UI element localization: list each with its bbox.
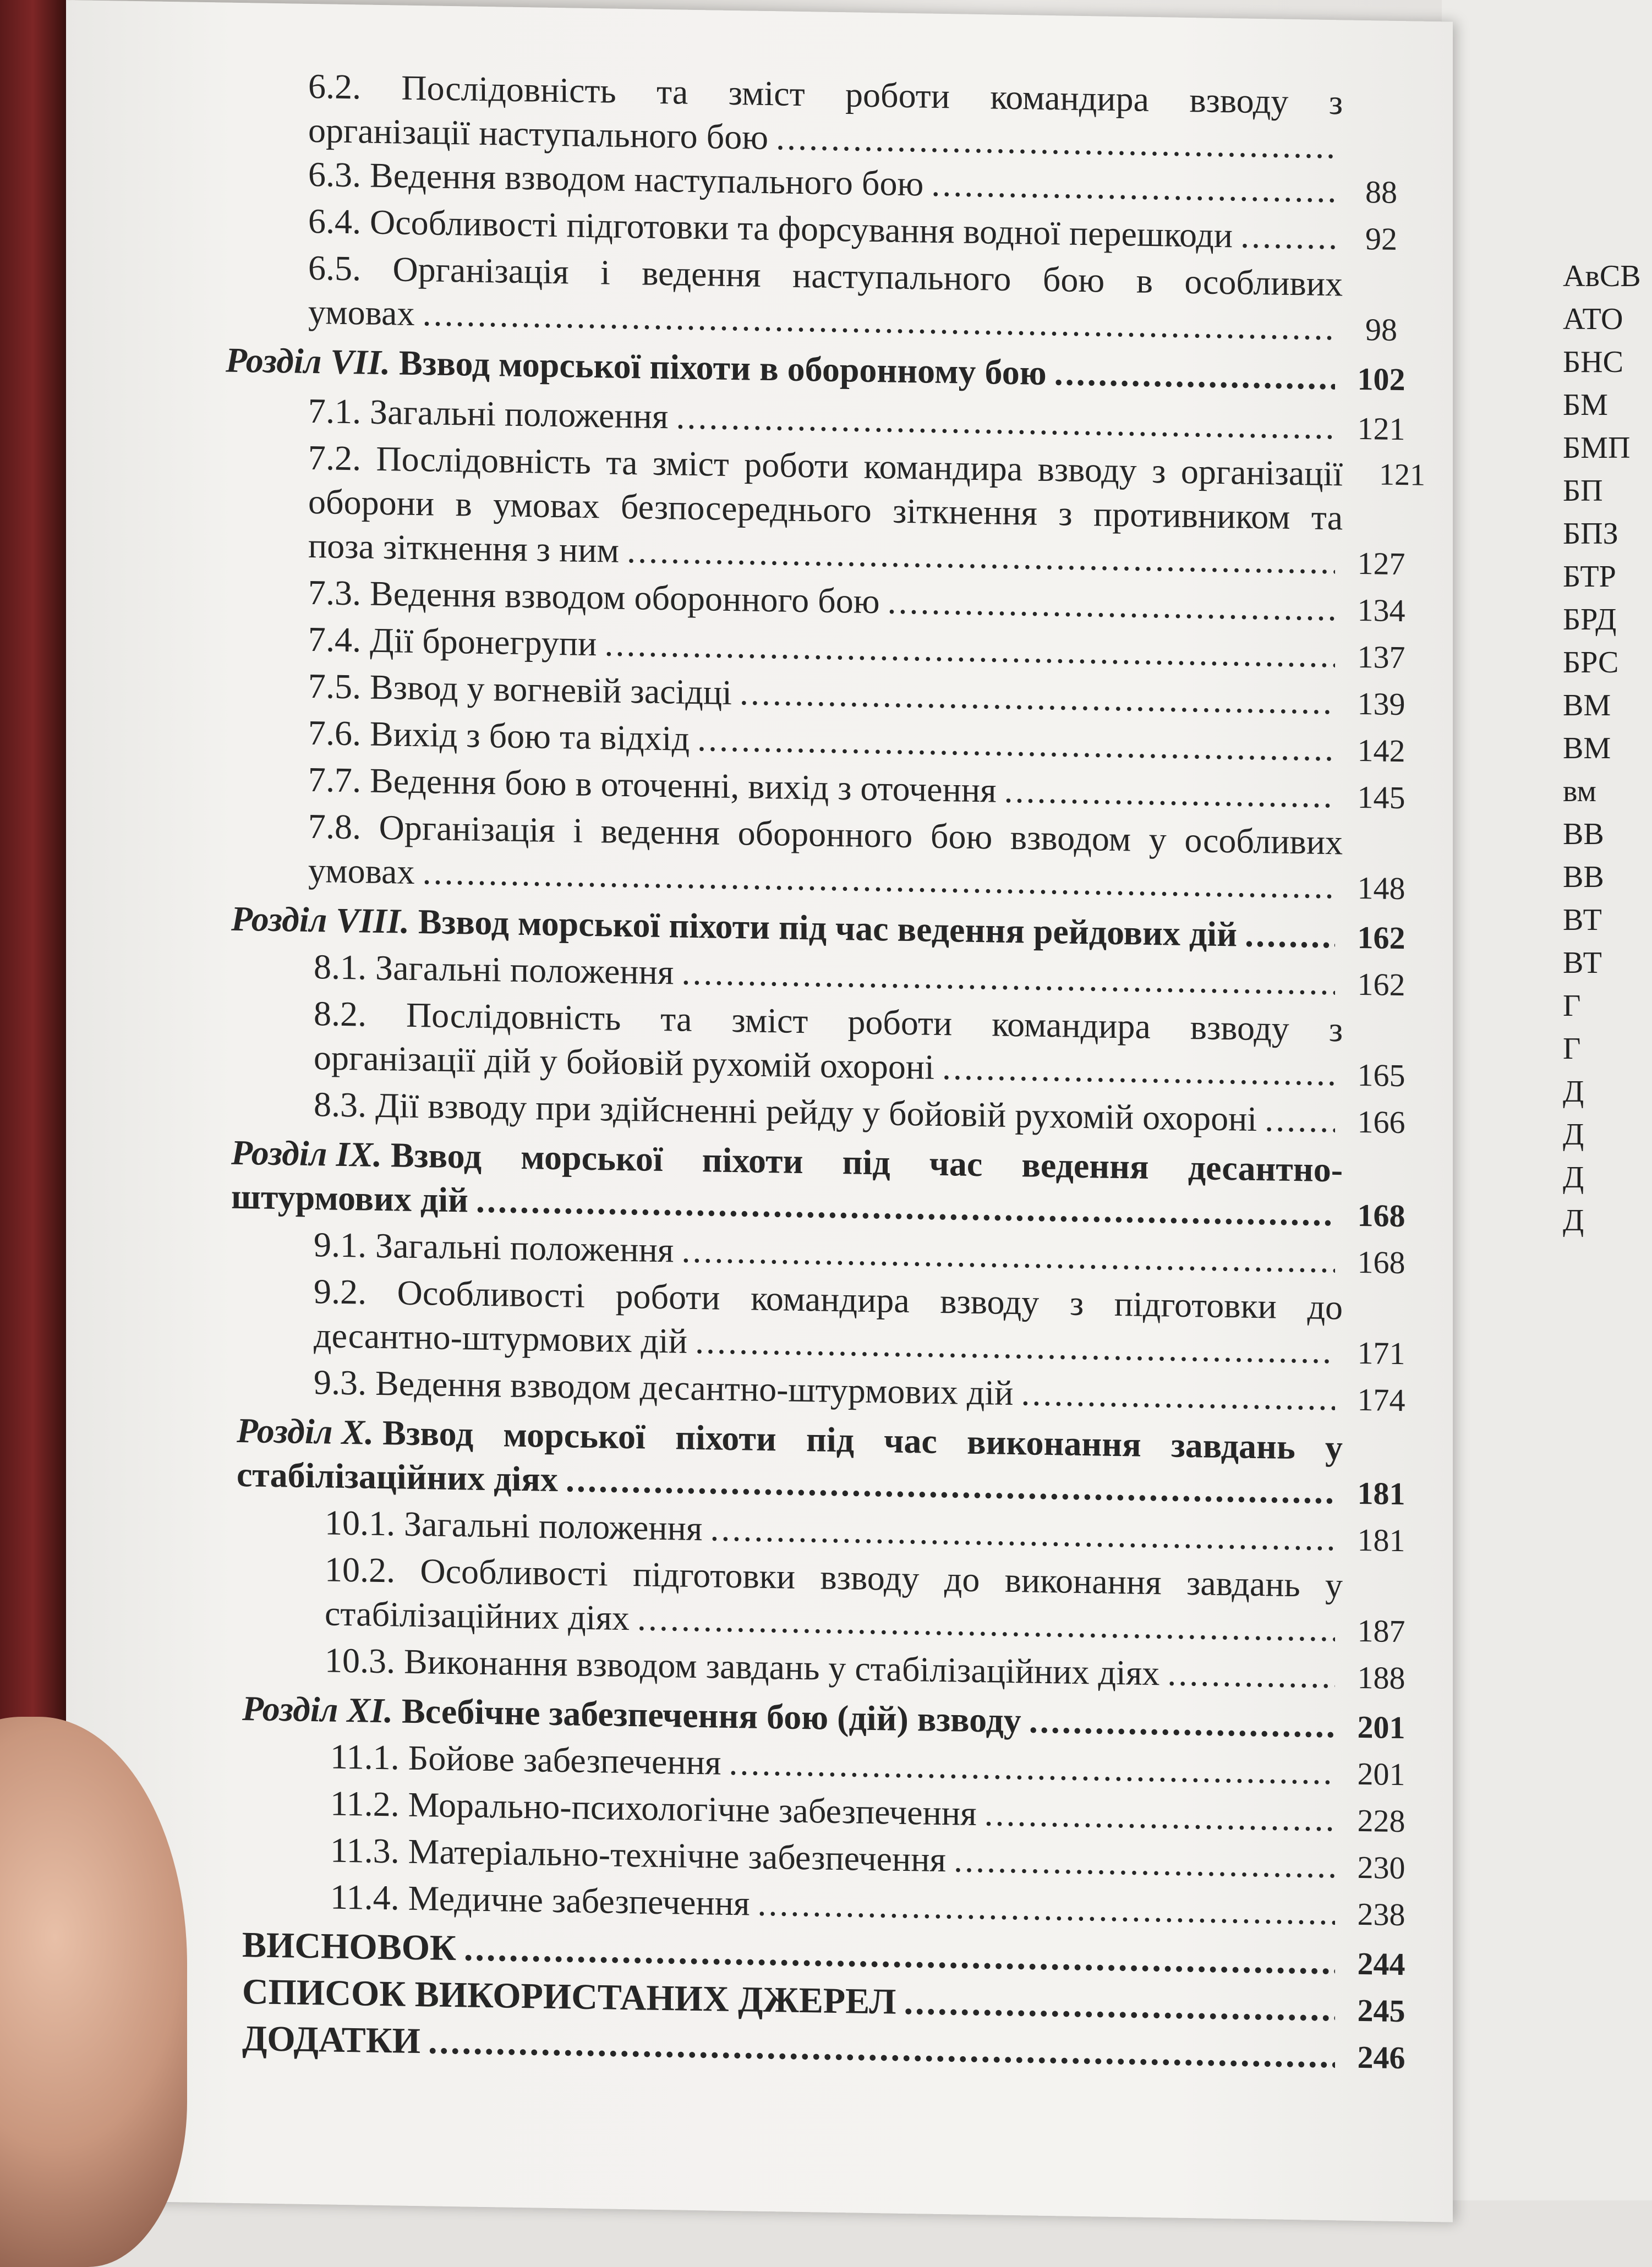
leader-dots: [757, 1882, 1335, 1935]
leader-dots: [954, 1838, 1335, 1888]
toc-line-text: 9.2. Особливості роботи командира взводу з підготовки до: [314, 1272, 1343, 1327]
leader-dots: [942, 1045, 1335, 1096]
page-number: 127: [1357, 545, 1405, 582]
toc-line-text: 7.8. Організація і ведення оборонного бою взводом у особливих: [308, 806, 1343, 862]
leader-dots: [710, 1507, 1335, 1560]
page-number: 228: [1357, 1802, 1405, 1839]
toc-entry-title: 8.3. Дії взводу при здійсненні рейду у бойовій рухомій охороні: [314, 1085, 1257, 1138]
leader-dots: [1029, 1699, 1335, 1748]
facing-page-abbreviation: ВТ: [1563, 946, 1602, 980]
section-label: Розділ IX.: [231, 1132, 382, 1175]
page-number: 181: [1357, 1475, 1405, 1512]
page-number: 121: [1379, 457, 1425, 492]
leader-dots: [984, 1792, 1336, 1841]
page-number: 166: [1357, 1103, 1405, 1141]
toc-line-text: Взвод морської піхоти під час ведення десантно-: [391, 1135, 1343, 1190]
facing-page-abbreviation: БМ: [1563, 388, 1608, 422]
leader-dots: [1265, 1097, 1335, 1142]
page-number: 187: [1357, 1612, 1405, 1650]
toc-entry-title: умовах: [308, 292, 415, 333]
page-number: 168: [1357, 1244, 1405, 1281]
page-number: 139: [1357, 685, 1405, 722]
page-number: 137: [1357, 638, 1405, 676]
facing-page: [1442, 0, 1652, 2200]
leader-dots: [1004, 769, 1336, 818]
toc-entry-title: стабілізаційних діях: [325, 1594, 630, 1638]
toc-line-text: 8.2. Послідовність та зміст роботи командира взводу з: [314, 994, 1343, 1049]
page-number: 162: [1357, 919, 1405, 956]
facing-page-abbreviation: Д: [1563, 1075, 1584, 1109]
page-number: 174: [1357, 1381, 1405, 1419]
page-number: 181: [1357, 1521, 1405, 1559]
toc-entry-title: штурмових дій: [231, 1176, 468, 1220]
leader-dots: [604, 622, 1335, 677]
page-number: 245: [1357, 1992, 1405, 2029]
toc-entry-title: Всебічне забезпечення бою (дій) взводу: [402, 1691, 1021, 1740]
toc-entry-title: 9.3. Ведення взводом десантно-штурмових дій: [314, 1362, 1014, 1413]
toc-entry-title: 7.6. Вихід з бою та відхід: [308, 713, 690, 758]
facing-page-abbreviation: АвСВ: [1563, 259, 1641, 293]
toc-entry-title: СПИСОК ВИКОРИСТАНИХ ДЖЕРЕЛ: [242, 1972, 896, 2022]
toc-entry-title: 11.2. Морально-психологічне забезпечення: [330, 1783, 977, 1833]
leader-dots: [1245, 913, 1335, 959]
toc-line-text: 6.5. Організація і ведення наступального бою в особливих: [308, 248, 1343, 304]
facing-page-abbreviation: БП: [1563, 474, 1603, 508]
toc-line-text: 10.2. Особливості підготовки взводу до виконання завдань у: [325, 1549, 1343, 1605]
toc-line-text: Взвод морської піхоти під час виконання завдань у: [382, 1413, 1343, 1467]
toc-entry-title: 7.5. Взвод у вогневій засідці: [308, 666, 732, 713]
facing-page-abbreviation: Д: [1563, 1203, 1584, 1237]
facing-page-abbreviation: Г: [1563, 1032, 1581, 1066]
leader-dots: [1054, 351, 1335, 399]
toc-line-text: 7.2. Послідовність та зміст роботи командира взводу з організації: [308, 437, 1343, 494]
facing-page-abbreviation: БПЗ: [1563, 517, 1618, 551]
book-page: [66, 0, 1453, 2222]
facing-page-abbreviation: Д: [1563, 1118, 1584, 1152]
leader-dots: [676, 395, 1335, 449]
page-number: 246: [1357, 2039, 1405, 2076]
leader-dots: [681, 951, 1335, 1005]
toc-entry-title: 11.4. Медичне забезпечення: [330, 1877, 750, 1923]
toc-entry-title: 6.4. Особливості підготовки та форсування водної перешкоди: [308, 201, 1233, 255]
toc-entry-title: десантно-штурмових дій: [314, 1316, 687, 1361]
toc-entry-title: організації дій у бойовій рухомій охороні: [314, 1038, 934, 1087]
facing-page-abbreviation: БРС: [1563, 645, 1619, 680]
facing-page-abbreviation: вм: [1563, 774, 1596, 808]
leader-dots: [729, 1741, 1335, 1794]
page-number: 121: [1357, 410, 1405, 447]
toc-entry-title: 10.3. Виконання взводом завдань у стабілізаційних діях: [325, 1640, 1160, 1693]
toc-line-text: 6.2. Послідовність та зміст роботи командира взводу з: [308, 66, 1343, 122]
leader-dots: [740, 671, 1335, 724]
page-number: 134: [1357, 592, 1405, 629]
facing-page-abbreviation: ВМ: [1563, 731, 1611, 765]
leader-dots: [1240, 214, 1335, 260]
section-label: Розділ XI.: [242, 1689, 393, 1731]
toc-entry-title: Взвод морської піхоти в оборонному бою: [398, 343, 1047, 392]
page-number: 98: [1365, 311, 1397, 348]
toc-entry-title: поза зіткнення з ним: [308, 525, 619, 570]
leader-dots: [681, 1229, 1335, 1283]
page-number: 92: [1365, 221, 1397, 258]
toc-entry-title: ДОДАТКИ: [242, 2018, 420, 2062]
toc-entry-title: умовах: [308, 850, 415, 891]
toc-entry-title: стабілізаційних діях: [237, 1454, 558, 1499]
page-number: 201: [1357, 1755, 1405, 1793]
facing-page-abbreviation: ВВ: [1563, 860, 1604, 894]
facing-page-abbreviation: ВМ: [1563, 688, 1611, 722]
page-number: 230: [1357, 1849, 1405, 1886]
leader-dots: [931, 162, 1335, 213]
page-number: 142: [1357, 732, 1405, 769]
facing-page-abbreviation: Д: [1563, 1160, 1584, 1195]
page-number: 201: [1357, 1709, 1405, 1746]
section-label: Розділ VII.: [226, 340, 390, 382]
toc-entry-title: 7.7. Ведення бою в оточенні, вихід з оточення: [308, 759, 997, 810]
facing-page-abbreviation: БТР: [1563, 560, 1616, 594]
facing-page-abbreviation: АТО: [1563, 302, 1623, 336]
page-number: 88: [1365, 174, 1397, 211]
toc-entry-title: 10.1. Загальні положення: [325, 1503, 703, 1548]
toc-entry-title: 7.3. Ведення взводом оборонного бою: [308, 572, 880, 621]
leader-dots: [904, 1980, 1335, 2031]
facing-page-abbreviation: БНС: [1563, 345, 1623, 379]
toc-entry-title: 9.1. Загальні положення: [314, 1225, 674, 1270]
section-label: Розділ VIII.: [231, 899, 409, 941]
toc-entry-title: 11.3. Матеріально-технічне забезпечення: [330, 1830, 946, 1880]
page-number: 171: [1357, 1334, 1405, 1372]
toc-entry-title: ВИСНОВОК: [242, 1925, 456, 1969]
facing-page-abbreviation: БМП: [1563, 431, 1631, 465]
leader-dots: [1021, 1371, 1335, 1420]
page-number: 168: [1357, 1197, 1405, 1234]
page-number: 238: [1357, 1896, 1405, 1933]
toc-entry-title: 7.4. Дії бронегрупи: [308, 619, 597, 664]
page-number: 102: [1357, 360, 1405, 398]
leader-dots: [697, 717, 1335, 771]
toc-line-text: оборони в умовах безпосереднього зіткнення з противником та: [308, 481, 1343, 538]
section-label: Розділ X.: [237, 1410, 374, 1452]
page-number: 148: [1357, 869, 1405, 907]
page-number: [1343, 158, 1420, 159]
facing-page-abbreviation: БРД: [1563, 603, 1617, 637]
toc-entry-title: Взвод морської піхоти під час ведення рейдових дій: [418, 902, 1237, 954]
toc-entry-title: 11.1. Бойове забезпечення: [330, 1737, 721, 1782]
page-number: 145: [1357, 779, 1405, 816]
toc-entry-title: 6.3. Ведення взводом наступального бою: [308, 154, 924, 204]
toc-entry-title: організації наступального бою: [308, 110, 768, 157]
toc-entry-title: 7.1. Загальні положення: [308, 391, 669, 436]
facing-page-abbreviation: ВВ: [1563, 817, 1604, 851]
facing-page-abbreviation: ВТ: [1563, 903, 1602, 937]
page-number: 244: [1357, 1945, 1405, 1983]
page-number: 188: [1357, 1659, 1405, 1696]
leader-dots: [888, 579, 1335, 631]
leader-dots: [695, 1319, 1335, 1373]
leader-dots: [1167, 1651, 1335, 1698]
facing-page-abbreviation: Г: [1563, 989, 1581, 1023]
toc-entry-title: 8.1. Загальні положення: [314, 947, 674, 992]
page-number: 165: [1357, 1056, 1405, 1094]
page-number: 162: [1357, 966, 1405, 1003]
